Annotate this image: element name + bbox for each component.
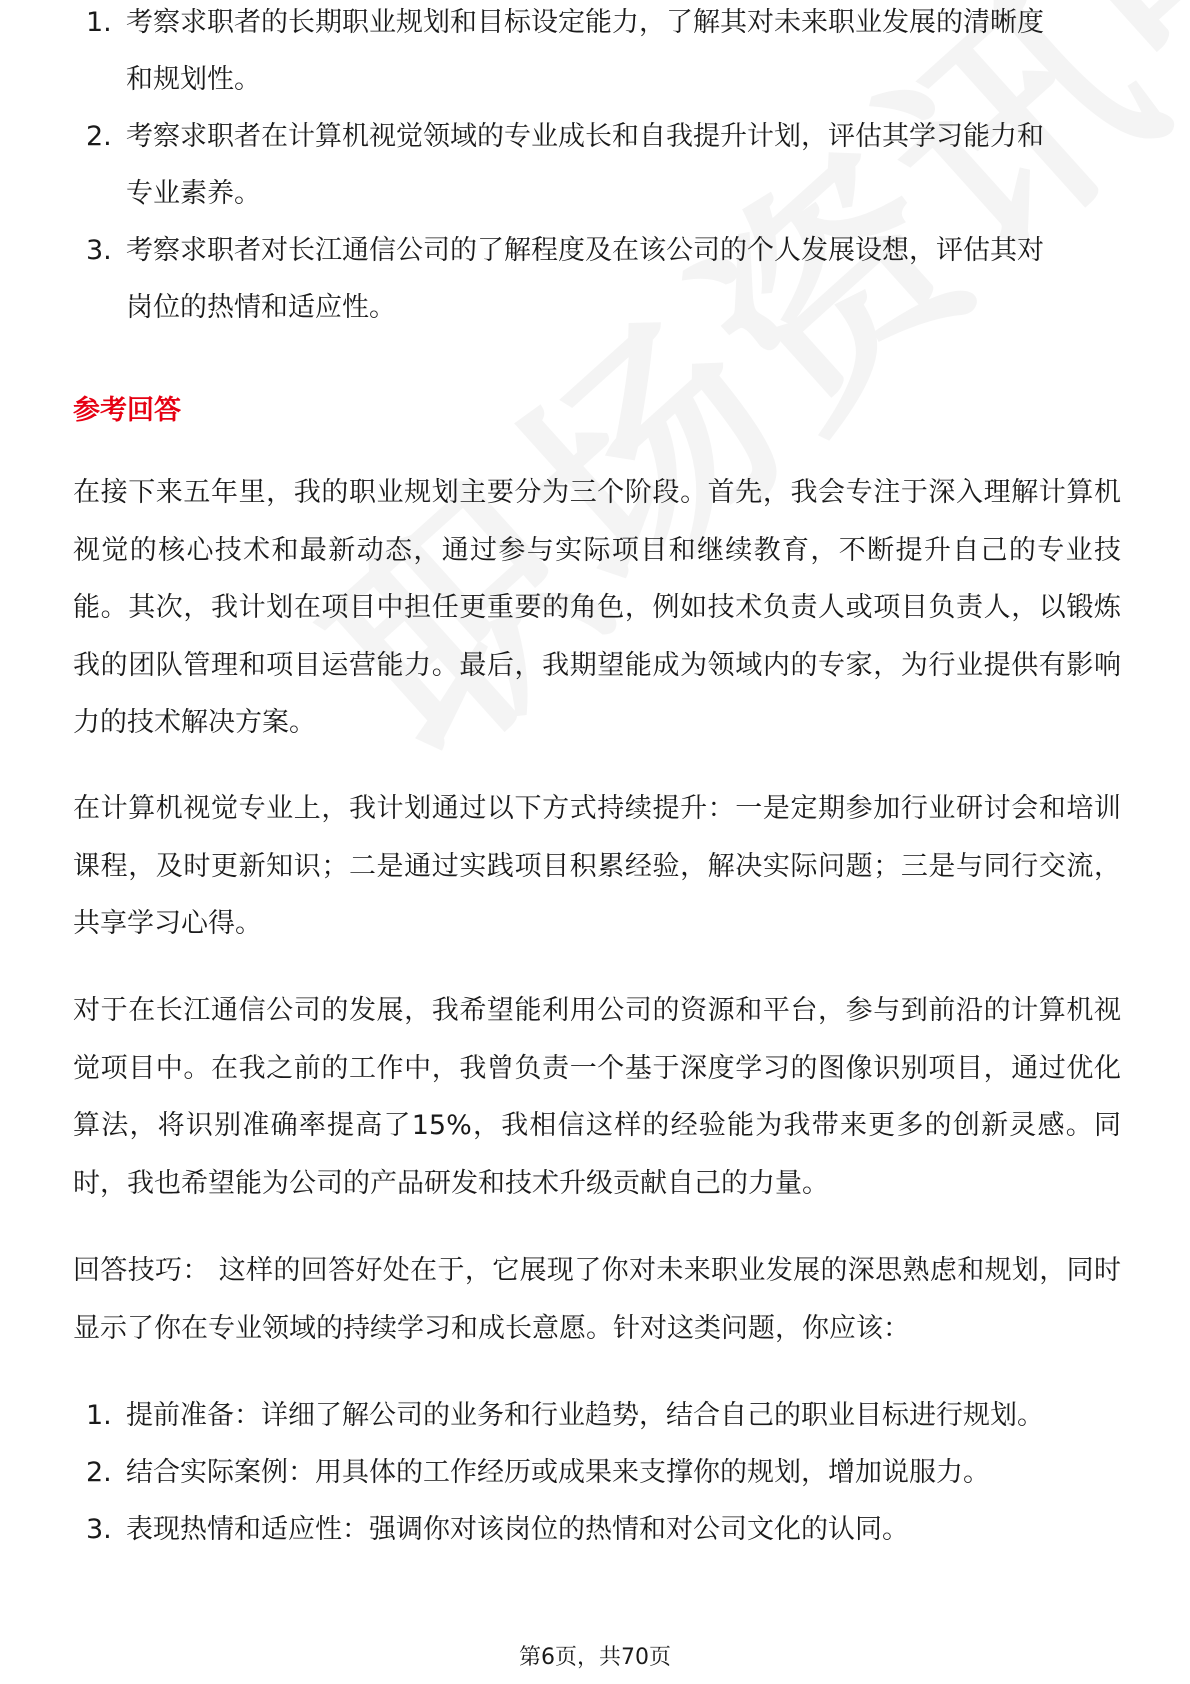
list-item (73, 222, 1044, 336)
list-item-number: 3. (86, 1514, 112, 1545)
answer-paragraph-3: 对于在长江通信公司的发展，我希望能利用公司的资源和平台，参与到前沿的计算机视觉项目中。在我之前的工作中，我曾负责一个基于深度学习的图像识别项目，通过优化算法，将识别准确率提高了15%，我相信这样的经验能为我带来更多的创新灵感。同时，我也希望能为公司的产品研发和技术升级贡献自己的力量。 (73, 995, 1121, 1199)
list-item-continuation: 岗位的热情和适应性。 (126, 292, 396, 323)
list-item-cut-line: 1. 考察求职者的长期职业规划和目标设定能力，了解其对未来职业发展的清晰度 (86, 7, 1044, 38)
list-item-number: 1. (86, 1400, 112, 1431)
list-item-text: 考察求职者在计算机视觉领域的专业成长和自我提升计划，评估其学习能力和 (126, 121, 1044, 152)
list-item-continuation: 和规划性。 (126, 64, 261, 95)
list-item-number: 2. (86, 1457, 112, 1488)
list-item (73, 1387, 1121, 1444)
answer-tips-intro: 回答技巧： 这样的回答好处在于，它展现了你对未来职业发展的深思熟虑和规划，同时显示了你在专业领域的持续学习和成长意愿。针对这类问题，你应该： (73, 1255, 1121, 1344)
list-item-text: 结合实际案例：用具体的工作经历或成果来支撑你的规划，增加说服力。 (126, 1457, 990, 1488)
list-item-number: 3. (86, 235, 112, 266)
list-item-text: 表现热情和适应性：强调你对该岗位的热情和对公司文化的认同。 (126, 1514, 909, 1545)
list-item (73, 0, 1044, 108)
list-item (73, 1444, 1121, 1501)
section-title: 参考回答 (73, 395, 181, 426)
assessment-list (73, 7, 1044, 336)
list-item-text: 考察求职者对长江通信公司的了解程度及在该公司的个人发展设想，评估其对 (126, 235, 1044, 266)
list-item-text: 考察求职者的长期职业规划和目标设定能力，了解其对未来职业发展的清晰度 (126, 7, 1044, 38)
list-item (73, 1501, 1121, 1558)
list-item-text: 提前准备：详细了解公司的业务和行业趋势，结合自己的职业目标进行规划。 (126, 1400, 1044, 1431)
list-item-continuation: 专业素养。 (126, 178, 261, 209)
answer-paragraph-2: 在计算机视觉专业上，我计划通过以下方式持续提升：一是定期参加行业研讨会和培训课程，及时更新知识；二是通过实践项目积累经验，解决实际问题；三是与同行交流，共享学习心得。 (73, 793, 1121, 939)
tips-list (73, 1387, 1121, 1558)
list-item-number: 2. (86, 121, 112, 152)
answer-paragraph-1: 在接下来五年里，我的职业规划主要分为三个阶段。首先，我会专注于深入理解计算机视觉的核心技术和最新动态，通过参与实际项目和继续教育，不断提升自己的专业技能。其次，我计划在项目中担任更重要的角色，例如技术负责人或项目负责人，以锻炼我的团队管理和项目运营能力。最后，我期望能成为领域内的专家，为行业提供有影响力的技术解决方案。 (73, 477, 1121, 738)
page-footer: 第6页，共70页 (519, 1645, 671, 1670)
list-item (73, 108, 1044, 222)
